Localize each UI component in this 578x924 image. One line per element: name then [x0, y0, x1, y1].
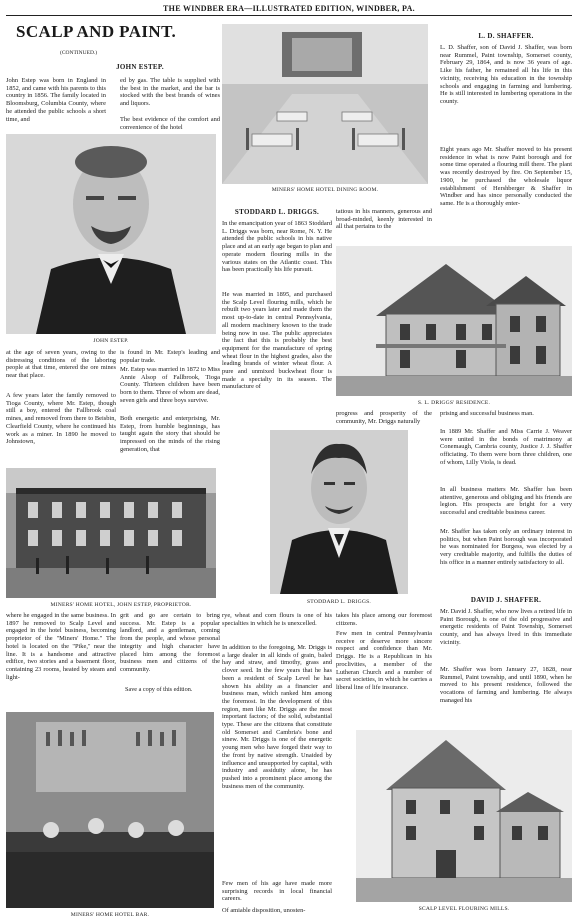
- driggs-portrait: [270, 430, 408, 594]
- col4-para-6: Mr. Shaffer has taken only an ordinary interest in politics, but when Paint borough was incorporated he was nominated for Burgess, was elected by a very creditable majority, and fulfills the duties of his office in a manner entirely satisfactory to all.: [440, 528, 572, 566]
- article-title: SCALP AND PAINT.: [16, 22, 177, 41]
- col2-para-1: ed by gas. The table is supplied with the best in the market, and the bar is stocked with the best brands of wines and liquors.: [120, 77, 220, 108]
- col4-para-7: Mr. David J. Shaffer, who now lives a retired life in Paint Borough, is one of the old progressive and energetic residents of Paint Township, Somerset county, and has always lived in this immediate vicinity.: [440, 608, 572, 646]
- col2-para-6: grit and go are certain to bring success. Mr. Estep is a popular landlord, and a gentleman, coming from the people, and whose personal integrity and high character have placed him among the foremost business men and citizens of the community.: [120, 612, 220, 673]
- col3-para-9: takes his place among our foremost citizens.: [336, 612, 432, 627]
- col3-para-2: He was married in 1895, and purchased the Scalp Level flouring mills, which he rebuilt two years later and made them the most up-to-date in central Pennsylvania, all modern machinery known to the trade being now in use. The public appreciates the fact that this is probably the best equipment for the manufacture of spring wheat flour in the highest grades, also the leading brands of winter wheat flour. A pure and unmixed buckwheat flour is made a specialty in its season. The manufacture of: [222, 291, 332, 391]
- john-estep-portrait-caption: JOHN ESTEP.: [93, 338, 129, 344]
- col2-para-3: is found in Mr. Estep's leading and popular trade.: [120, 349, 220, 364]
- col4-para-8: Mr. Shaffer was born January 27, 1828, near Rummel, Paint township, and until 1890, when he moved to his present residence, followed the vocations of farming and lumbering. He always managed his: [440, 666, 572, 704]
- col2-para-2: The best evidence of the comfort and convenience of the hotel: [120, 116, 220, 131]
- col2-para-5: Both energetic and enterprising, Mr. Estep, from humble beginnings, has taught again the story that should be impressed on the minds of the rising generation, that: [120, 415, 220, 453]
- col1-para-1: John Estep was born in England in 1852, and came with his parents to this country in 1856. The family located in Bloomsburg, Columbia County, where he attended the public schools a short time, and: [6, 77, 106, 123]
- miners-home-hotel-bar-caption: MINERS' HOME HOTEL BAR.: [70, 912, 150, 918]
- ld-shaffer-heading: L. D. SHAFFER.: [478, 32, 534, 40]
- driggs-portrait-caption: STODDARD L. DRIGGS.: [307, 599, 371, 605]
- col1-para-2: at the age of seven years, owing to the distressing conditions of the laboring people at that time, entered the ore mines near that place.: [6, 349, 116, 380]
- save-copy-note: Save a copy of this edition.: [125, 686, 193, 693]
- col4-para-3: prising and successful business man.: [440, 410, 534, 417]
- col2-para-4: Mr. Estep was married in 1872 to Miss Annie Alsop of Fallbrook, Tioga County. Thirteen children have been born to them. Three of whom are dead, seven girls and three boys survive.: [120, 366, 220, 404]
- driggs-residence-photo: [336, 246, 572, 396]
- masthead-rule: [6, 15, 572, 16]
- masthead: THE WINDBER ERA—ILLUSTRATED EDITION, WINDBER, PA.: [163, 4, 415, 13]
- col4-para-4: In 1889 Mr. Shaffer and Miss Carrie J. Weaver were united in the bonds of matrimony at Conemaugh, Cambria county, Justice J. J. Shaffer officiating. To them were born three children, one of whom, Lilly Viola, is dead.: [440, 428, 572, 466]
- driggs-residence-caption: S. L. DRIGGS' RESIDENCE.: [417, 400, 491, 406]
- col1-para-4: where he engaged in the same business. In 1897 he removed to Scalp Level and engaged in the hotel business, becoming proprietor of the "Miners' Home." The hotel is located on the "Pike," near the line. It is a handsome and attractive edifice, two stories and a basement floor, containing 23 rooms, heated by steam and light-: [6, 612, 116, 681]
- col3-para-1: In the emancipation year of 1863 Stoddard L. Driggs was born, near Rome, N. Y. He attended the public schools in his native place and at an early age began to plan and operate modern flouring mills in the various states on the Atlantic coast. This has been practically his life pursuit.: [222, 220, 332, 274]
- col1-para-3: A few years later the family removed to Tioga County, where Mr. Estep, though still a boy, entered the Fallbrook coal mines, and removed from there to Beisbin, Clearfield County, where he continued his work as a miner. In 1890 he moved to Johnstown,: [6, 392, 116, 446]
- col3-para-10: Few men in central Pennsylvania receive or deserve more sincere respect and confidence than Mr. Driggs. He is a Republican in his proclivities, a member of the Lutheran Church and a number of secret societies, in which he carries a liberal line of life insurance.: [336, 630, 432, 691]
- col4-para-2: Eight years ago Mr. Shaffer moved to his present residence in what is now Paint borough and for some time operated a flouring mill there. The plant was recently destroyed by fire. On September 15, 1900, he purchased the wholesale liquor establishment of Hershberger & Shaffer in Windber and has since personally conducted the same. He is a thoroughly enter-: [440, 146, 572, 207]
- driggs-heading: STODDARD L. DRIGGS.: [234, 208, 320, 216]
- scalp-level-flouring-mills-photo: [356, 730, 572, 902]
- col3-para-7: Few men of his age have made more surprising records in local financial careers.: [222, 880, 332, 903]
- miners-home-hotel-bar-photo: [6, 712, 214, 908]
- continued-label: (CONTINUED.): [60, 50, 98, 56]
- miners-home-hotel-caption: MINERS' HOME HOTEL, JOHN ESTEP, PROPRIETOR.: [50, 602, 192, 608]
- col3-para-3: tatious in his manners, generous and broad-minded, keenly interested in all that pertains to the: [336, 208, 432, 231]
- flouring-mills-caption: SCALP LEVEL FLOURING MILLS.: [418, 906, 510, 912]
- miners-home-hotel-photo: [6, 468, 216, 598]
- david-shaffer-heading: DAVID J. SHAFFER.: [470, 596, 542, 604]
- col4-para-1: L. D. Shaffer, son of David J. Shaffer, was born near Rummel, Paint township, Somerset county, February 29, 1864, and is now 36 years of age. Like his father, he remained all his life in this vicinity, receiving his education in the township schools and engaging in farming and lumbering. He is still interested in lumbering operations in the county.: [440, 44, 572, 105]
- col3-para-5: rye, wheat and corn flours is one of his specialties in which he is unexcelled.: [222, 612, 332, 627]
- john-estep-heading: JOHN ESTEP.: [116, 63, 164, 71]
- john-estep-portrait: [6, 134, 216, 334]
- col4-para-5: In all business matters Mr. Shaffer has been attentive, generous and obliging and his friends are legion. His prospects are bright for a very successful and creditable business career.: [440, 486, 572, 517]
- dining-room-caption: MINERS' HOME HOTEL DINING ROOM.: [271, 187, 379, 193]
- miners-home-dining-room-photo: [222, 24, 428, 184]
- col3-para-6: In addition to the foregoing, Mr. Driggs is a large dealer in all kinds of grain, baled hay and straw, and timothy, grass and clover seed. In the few years that he has been a resident of Scalp Level he has shown his ability as a financier and business man, which ranked him among the foremost. In the development of this region, men like Mr. Driggs are the most important factors; of the solid, substantial type. These are the citizens that constitute old Somerset and Cambria's bone and sinew. Mr. Driggs is one of the energetic young men who have forged their way to the front by native strength. Unaided by influence and unsupported by capital, with industry and assiduity alone, he has pushed into a prominent place among the business men of the community.: [222, 644, 332, 790]
- col3-para-8: Of amiable disposition, unosten-: [222, 907, 306, 914]
- col3-para-4: progress and prosperity of the community, Mr. Driggs naturally: [336, 410, 432, 425]
